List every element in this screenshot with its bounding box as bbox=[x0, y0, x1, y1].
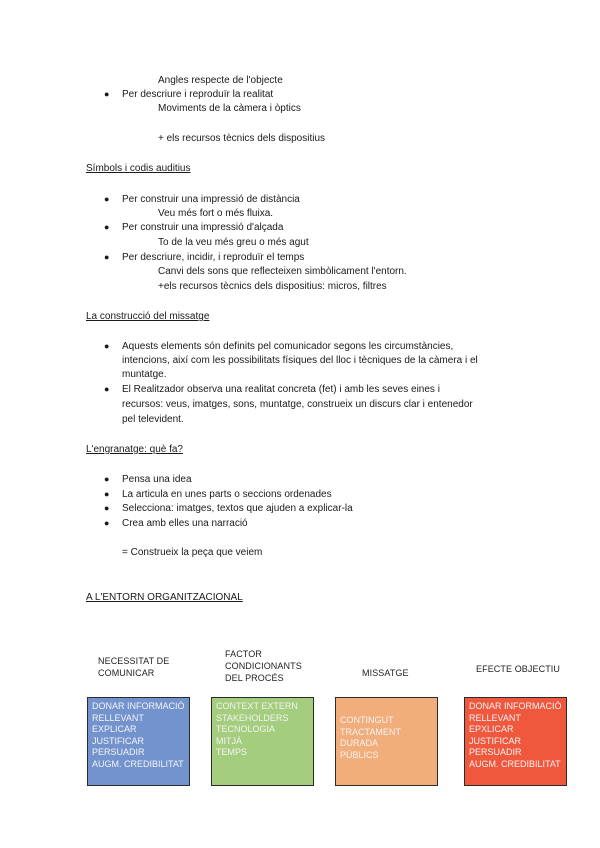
box-item: STAKEHOLDERS bbox=[216, 712, 289, 723]
box-item: TEMPS bbox=[216, 747, 248, 757]
list-item: Per descriure, incidir, i reproduïr el temps bbox=[122, 252, 305, 263]
list-item: Pensa una idea bbox=[122, 474, 192, 485]
label-line: FACTOR bbox=[225, 649, 262, 659]
diagram-label-need bbox=[98, 655, 169, 679]
box-item: PERSUADIR bbox=[92, 747, 145, 757]
list-item: Selecciona: imatges, textos que ajuden a explicar-la bbox=[122, 503, 353, 514]
bullet-reproduce: Per descriure i reproduïr la realitat bbox=[122, 89, 274, 100]
diagram-label-effect bbox=[476, 663, 560, 675]
list-item: Crea amb elles una narració bbox=[122, 518, 248, 529]
bullet-icon: ● bbox=[104, 194, 110, 204]
list-item: La articula en unes parts o seccions ordenades bbox=[122, 489, 332, 500]
box-item: PÚBLICS bbox=[340, 749, 379, 760]
sub-item: +els recursos tècnics dels dispositius: micros, filtres bbox=[158, 281, 387, 292]
plus-resources: + els recursos tècnics dels dispositius bbox=[158, 133, 326, 144]
label-line: NECESSITAT DE bbox=[98, 656, 170, 666]
box-item: JUSTIFICAR bbox=[469, 735, 522, 746]
box-item: DONAR INFORMACIÓ bbox=[469, 701, 562, 711]
box-need-to-communicate bbox=[87, 697, 190, 786]
label-line: CONDICIONANTS bbox=[225, 661, 302, 671]
section-heading-message: La construcció del missatge bbox=[86, 311, 210, 322]
section-heading-gear: L'engranatge: què fa? bbox=[86, 444, 183, 455]
bullet-icon: ● bbox=[104, 341, 110, 351]
box-item: PERSUADIR bbox=[469, 747, 522, 757]
box-item: AUGM. CREDIBILITAT bbox=[92, 758, 184, 769]
bullet-icon: ● bbox=[104, 518, 110, 528]
paragraph-line: Aquests elements són definits pel comunicador segons les circumstàncies, bbox=[122, 341, 454, 352]
conclusion-line: = Construeix la peça que veiem bbox=[122, 547, 263, 558]
paragraph-line: pel televident. bbox=[122, 414, 184, 425]
label-line: DEL PROCÉS bbox=[225, 673, 284, 683]
list-item: Per construir una impressió d'alçada bbox=[122, 222, 284, 233]
box-item: DONAR INFORMACIÓ bbox=[92, 701, 185, 711]
sub-item: To de la veu més greu o més agut bbox=[158, 237, 309, 248]
bullet-icon: ● bbox=[104, 222, 110, 232]
bullet-icon: ● bbox=[104, 489, 110, 499]
section-heading-organizational: A L'ENTORN ORGANITZACIONAL bbox=[86, 592, 243, 603]
box-message bbox=[335, 697, 438, 786]
bullet-icon: ● bbox=[104, 89, 110, 99]
bullet-icon: ● bbox=[104, 503, 110, 513]
paragraph-line: muntatge. bbox=[122, 369, 167, 380]
box-item: CONTINGUT bbox=[340, 715, 394, 725]
bullet-icon: ● bbox=[104, 252, 110, 262]
box-conditioning-factors bbox=[211, 697, 314, 786]
box-item: RELLEVANT bbox=[92, 712, 144, 723]
sub-item: Veu més fort o més fluixa. bbox=[158, 208, 274, 219]
box-item: MITJÀ bbox=[216, 735, 242, 746]
paragraph-line: recursos: veus, imatges, sons, muntatge, construeix un discurs clar i entenedor bbox=[122, 399, 473, 410]
box-item: TRACTAMENT bbox=[340, 726, 401, 737]
label-line: EFECTE OBJECTIU bbox=[476, 664, 561, 674]
paragraph-line: El Realitzador observa una realitat concreta (fet) i amb les seves eines i bbox=[122, 384, 440, 395]
sub-item-movements: Moviments de la càmera i òptics bbox=[158, 103, 301, 114]
box-item: JUSTIFICAR bbox=[92, 735, 145, 746]
bullet-icon: ● bbox=[104, 474, 110, 484]
box-item: DURADA bbox=[340, 738, 379, 748]
sub-item: Canvi dels sons que reflecteixen simbòlicament l'entorn. bbox=[158, 266, 407, 277]
section-heading-audio: Símbols i codis auditius bbox=[86, 163, 191, 174]
box-item: EPXLICAR bbox=[469, 724, 514, 734]
box-item: AUGM. CREDIBILITAT bbox=[469, 758, 561, 769]
label-line: MISSATGE bbox=[362, 668, 409, 678]
paragraph-line: intencions, així com les possibilitats físiques del lloc i tècniques de la càmera i el bbox=[122, 355, 478, 366]
diagram-label-factor bbox=[225, 648, 302, 684]
box-item: EXPLICAR bbox=[92, 724, 137, 734]
box-item: RELLEVANT bbox=[469, 712, 521, 723]
label-line: COMUNICAR bbox=[98, 668, 155, 678]
box-target-effect bbox=[464, 697, 567, 786]
diagram-label-message bbox=[362, 667, 409, 679]
bullet-icon: ● bbox=[104, 384, 110, 394]
list-item: Per construir una impressió de distància bbox=[122, 194, 300, 205]
box-item: CONTEXT EXTERN bbox=[216, 701, 298, 711]
sub-item-angles: Angles respecte de l'objecte bbox=[158, 75, 283, 86]
box-item: TECNOLOGIA bbox=[216, 724, 276, 734]
